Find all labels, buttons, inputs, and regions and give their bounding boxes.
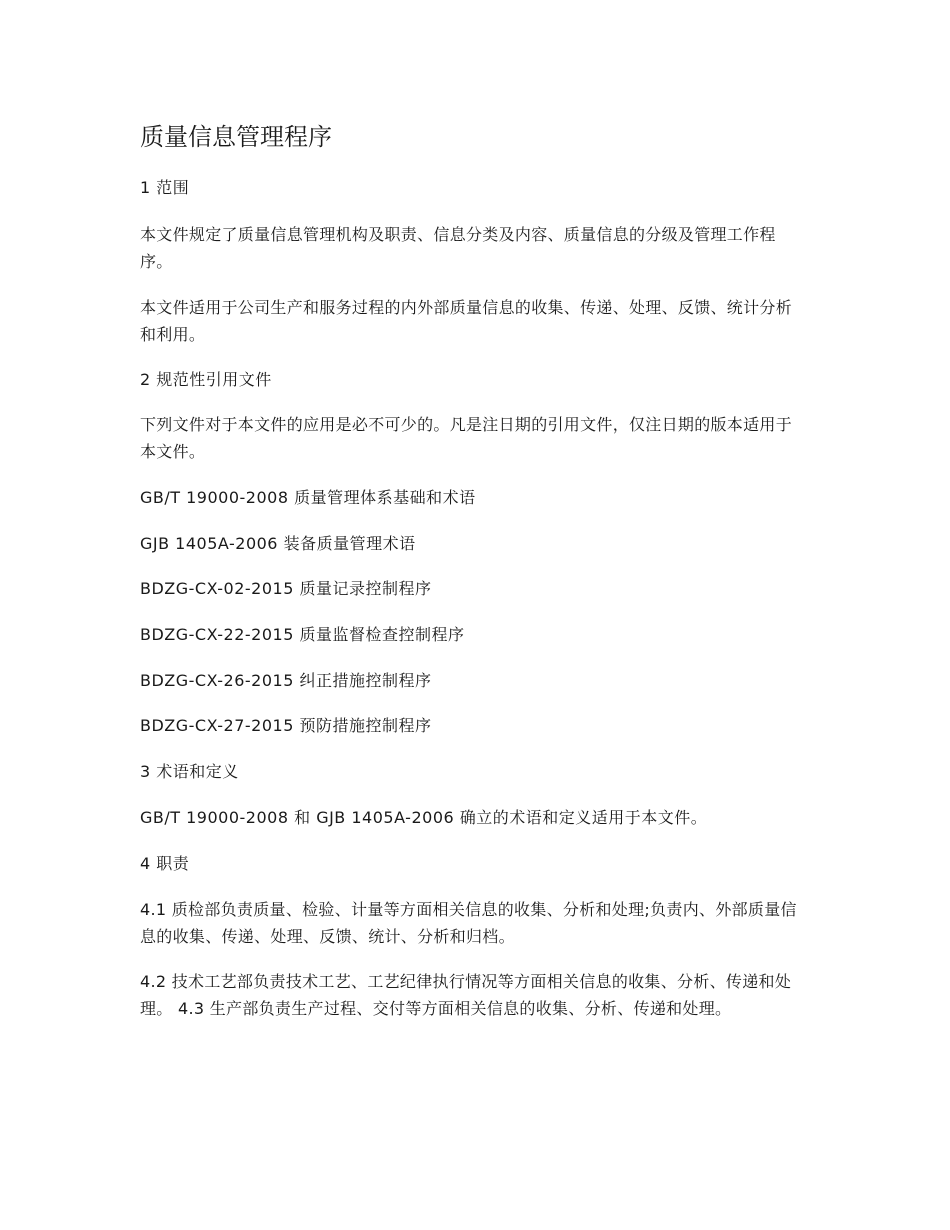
- paragraph-terms: GB/T 19000-2008 和 GJB 1405A-2006 确立的术语和定义适用于本文件。: [140, 808, 708, 827]
- reference-item: BDZG-CX-02-2015 质量记录控制程序: [140, 579, 432, 598]
- section-heading-terms: 3 术语和定义: [140, 762, 239, 781]
- section-heading-references: 2 规范性引用文件: [140, 370, 272, 389]
- reference-item: BDZG-CX-26-2015 纠正措施控制程序: [140, 671, 432, 690]
- reference-item: BDZG-CX-22-2015 质量监督检查控制程序: [140, 625, 465, 644]
- reference-item: GJB 1405A-2006 装备质量管理术语: [140, 534, 416, 553]
- document-title: 质量信息管理程序: [140, 123, 332, 151]
- paragraph-duties-4-1: 4.1 质检部负责质量、检验、计量等方面相关信息的收集、分析和处理;负责内、外部质量信息的收集、传递、处理、反馈、统计、分析和归档。: [140, 900, 797, 946]
- reference-item: GB/T 19000-2008 质量管理体系基础和术语: [140, 488, 476, 507]
- paragraph-scope-1: 本文件规定了质量信息管理机构及职责、信息分类及内容、质量信息的分级及管理工作程序。: [140, 225, 776, 271]
- paragraph-duties-4-2: 4.2 技术工艺部负责技术工艺、工艺纪律执行情况等方面相关信息的收集、分析、传递和处理。 4.3 生产部负责生产过程、交付等方面相关信息的收集、分析、传递和处理。: [140, 972, 792, 1018]
- section-heading-scope: 1 范围: [140, 178, 190, 197]
- paragraph-references-intro: 下列文件对于本文件的应用是必不可少的。凡是注日期的引用文件，仅注日期的版本适用于本文件。: [140, 415, 793, 461]
- section-heading-duties: 4 职责: [140, 854, 190, 873]
- paragraph-scope-2: 本文件适用于公司生产和服务过程的内外部质量信息的收集、传递、处理、反馈、统计分析和利用。: [140, 298, 793, 344]
- reference-item: BDZG-CX-27-2015 预防措施控制程序: [140, 716, 432, 735]
